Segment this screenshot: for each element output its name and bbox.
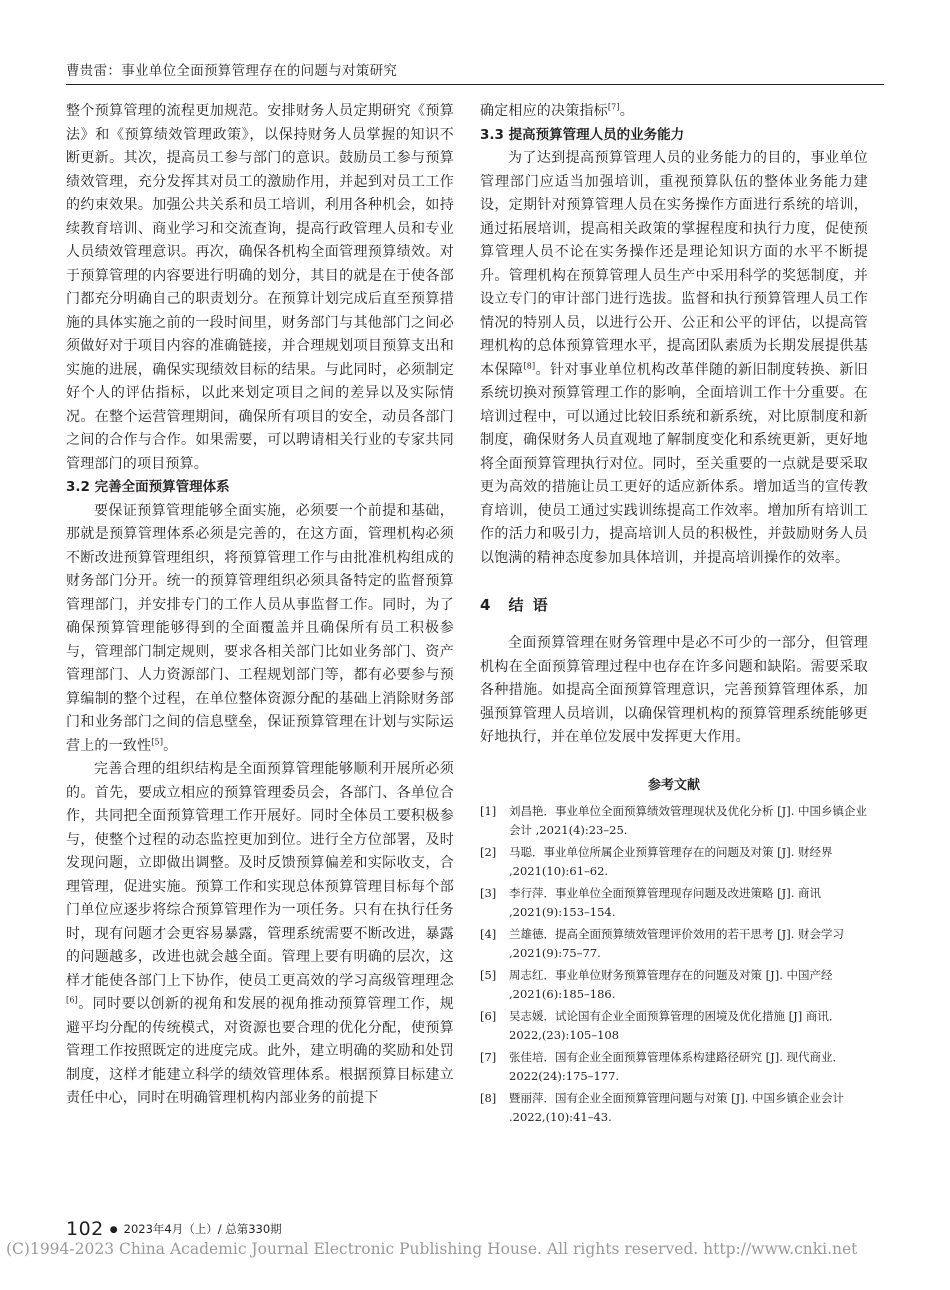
reference-number: [2]	[480, 844, 497, 859]
reference-number: [1]	[480, 803, 497, 818]
references-list	[480, 802, 868, 1128]
paragraph: 完善合理的组织结构是全面预算管理能够顺利开展所必须的。首先，要成立相应的预算管理委员会，各部门、各单位合作，共同把全面预算管理工作开展好。同时全体员工要积极参与，使整个过程的动态监控更加到位。进行全方位部署，及时发现问题，立即做出调整。及时反馈预算偏差和实际收支，合理管理，促进实施。预算工作和实现总体预算管理目标每个部门单位应逐步将综合预算管理作为一项任务。只有在执行任务时，现有问题才会更容易暴露，管理系统需要不断改进，暴露的问题越多，改进也就会越全面。管理上要有明确的层次，这样才能使各部门上下协作，使员工更高效的学习高级管理理念[6]。同时要以创新的视角和发展的视角推动预算管理工作，规避平均分配的传统模式，对资源也要合理的优化分配，使预算管理工作按照既定的进度完成。此外，建立明确的奖励和处罚制度，这样才能建立科学的绩效管理体系。根据预算目标建立责任中心，同时在明确管理机构内部业务的前提下	[66, 761, 454, 1106]
reference-item	[480, 1089, 868, 1128]
reference-number: [5]	[480, 967, 497, 982]
reference-text: 刘昌艳．事业单位全面预算绩效管理现状及优化分析 [J]. 中国乡镇企业会计 ,2021(4):23–25.	[509, 803, 868, 837]
reference-number: [7]	[480, 1049, 497, 1064]
reference-text: 马聪．事业单位所属企业预算管理存在的问题及对策 [J]. 财经界 ,2021(10):61–62.	[509, 844, 833, 878]
section-heading-4: 4 结 语	[480, 596, 550, 614]
section-heading-3-3: 3.3 提高预算管理人员的业务能力	[480, 126, 685, 143]
paragraph: 确定相应的决策指标[7]。	[480, 102, 634, 119]
running-header	[66, 60, 884, 85]
reference-text: 暨丽萍．国有企业全面预算管理问题与对策 [J]. 中国乡镇企业会计 .2022,(10):41–43.	[509, 1090, 845, 1124]
reference-number: [8]	[480, 1090, 497, 1105]
section-heading-3-2: 3.2 完善全面预算管理体系	[66, 479, 230, 495]
references-title: 参考文献	[647, 777, 700, 793]
reference-text: 李行萍．事业单位全面预算管理现存问题及改进策略 [J]. 商讯 ,2021(9):153–154.	[509, 885, 822, 919]
right-column	[480, 100, 868, 1130]
reference-item	[480, 802, 868, 841]
reference-text: 兰雄德．提高全面预算绩效管理评价效用的若干思考 [J]. 财会学习 ,2021(9):75–77.	[509, 926, 845, 960]
left-column	[66, 100, 454, 1111]
reference-text: 周志红．事业单位财务预算管理存在的问题及对策 [J]. 中国产经 ,2021(6):185–186.	[509, 967, 833, 1001]
reference-number: [3]	[480, 885, 497, 900]
reference-item	[480, 1048, 868, 1087]
paragraph: 全面预算管理在财务管理中是必不可少的一部分，但管理机构在全面预算管理过程中也存在许多问题和缺陷。需要采取各种措施。如提高全面预算管理意识，完善预算管理体系，加强预算管理人员培训，以确保管理机构的预算管理系统能够更好地执行，并在单位发展中发挥更大作用。	[480, 635, 868, 745]
citation: [5]	[151, 736, 164, 746]
page-footer	[66, 1218, 282, 1242]
citation: [8]	[523, 360, 536, 370]
reference-item	[480, 966, 868, 1005]
reference-text: 张佳培．国有企业全面预算管理体系构建路径研究 [J]. 现代商业．2022(24):175–177.	[509, 1049, 845, 1083]
reference-number: [4]	[480, 926, 497, 941]
reference-item	[480, 884, 868, 923]
paragraph: 要保证预算管理能够全面实施，必须要一个前提和基础，那就是预算管理体系必须是完善的，在这方面，管理机构必须不断改进预算管理组织，将预算管理工作与由批准机构组成的财务部门分开。统一的预算管理组织必须具备特定的监督预算管理部门，并安排专门的工作人员从事监督工作。同时，为了确保预算管理能够得到的全面覆盖并且确保所有员工积极参与，管理部门制定规则，要求各相关部门比如业务部门、资产管理部门、人力资源部门、工程规划部门等，都有必要参与预算编制的整个过程，在单位整体资源分配的基础上消除财务部门和业务部门之间的信息壁垒，保证预算管理在计划与实际运营上的一致性[5]。	[66, 502, 454, 754]
paragraph: 整个预算管理的流程更加规范。安排财务人员定期研究《预算法》和《预算绩效管理政策》，以保持财务人员掌握的知识不断更新。其次，提高员工参与部门的意识。鼓励员工参与预算绩效管理，充分发挥其对员工的激励作用，并起到对员工工作的约束效果。加强公共关系和员工培训，利用各种机会，如持续教育培训、商业学习和交流查询，提高行政管理人员和专业人员绩效管理意识。再次，确保各机构全面管理预算绩效。对于预算管理的内容要进行明确的划分，其目的就是在于使各部门都充分明确自己的职责划分。在预算计划完成后直至预算措施的具体实施之前的一段时间里，财务部门与其他部门之间必须做好对于项目内容的准确链接，并合理规划项目预算支出和实施的进展，确保实现绩效目标的结果。与此同时，必须制定好个人的评估指标，以此来划定项目之间的差异以及实际情况。在整个运营管理期间，确保所有项目的安全，动员各部门之间的合作与合作。如果需要，可以聘请相关行业的专家共同管理部门的项目预算。	[66, 103, 454, 472]
running-title: 曹贵雷：事业单位全面预算管理存在的问题与对策研究	[66, 63, 398, 79]
reference-item	[480, 925, 868, 964]
copyright-watermark: (C)1994-2023 China Academic Journal Electronic Publishing House. All rights reserved. http://www.cnki.net	[6, 1240, 858, 1258]
paragraph: 为了达到提高预算管理人员的业务能力的目的，事业单位管理部门应适当加强培训，重视预算队伍的整体业务能力建设，定期针对预算管理人员在实务操作方面进行系统的培训，通过拓展培训，提高相关政策的掌握程度和执行力度，促使预算管理人员不论在实务操作还是理论知识方面的水平不断提升。管理机构在预算管理人员生产中采用科学的奖惩制度，并设立专门的审计部门进行选拔。监督和执行预算管理人员工作情况的特别人员，以进行公开、公正和公平的评估，以提高管理机构的总体预算管理水平，提高团队素质为长期发展提供基本保障[8]。针对事业单位机构改革伴随的新旧制度转换、新旧系统切换对预算管理工作的影响，全面培训工作十分重要。在培训过程中，可以通过比较旧系统和新系统，对比原制度和新制度，确保财务人员直观地了解制度变化和系统更新，更好地将全面预算管理执行对位。同时，至关重要的一点就是要采取更为高效的措施让员工更好的适应新体系。增加适当的宣传教育培训，使员工通过实践训练提高工作效率。增加所有培训工作的活力和吸引力，提高培训人员的积极性，并鼓励财务人员以饱满的精神态度参加具体培训，并提高培训操作的效率。	[480, 150, 868, 566]
issue-info: 2023年4月（上）/ 总第330期	[123, 1222, 282, 1236]
reference-item	[480, 1007, 868, 1046]
reference-number: [6]	[480, 1008, 497, 1023]
bullet-icon: ●	[109, 1225, 118, 1235]
citation: [6]	[66, 995, 78, 1005]
citation: [7]	[607, 102, 620, 112]
reference-text: 吴志媛．试论国有企业全面预算管理的困境及优化措施 [J] 商讯．2022,(23):105–108	[509, 1008, 841, 1042]
page-number: 102	[66, 1218, 104, 1240]
reference-item	[480, 843, 868, 882]
